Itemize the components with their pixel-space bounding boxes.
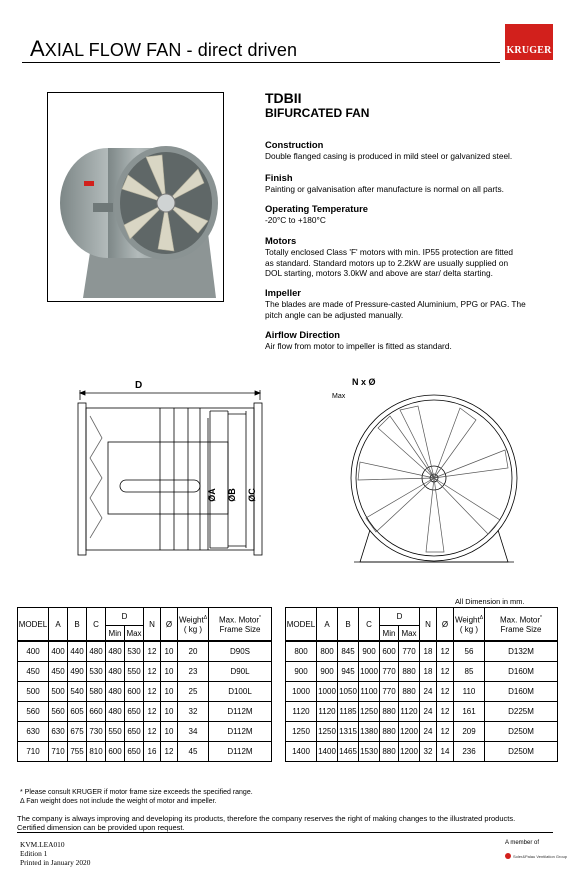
table-cell: 845 xyxy=(338,641,359,662)
front-view-drawing xyxy=(340,380,530,570)
header-d-max: Max xyxy=(399,626,420,642)
header-dia: Ø xyxy=(161,608,178,642)
table-cell: 660 xyxy=(87,702,106,722)
table-cell: 12 xyxy=(437,662,454,682)
table-cell: 10 xyxy=(161,662,178,682)
section-heading: Finish xyxy=(265,172,293,183)
table-cell: D112M xyxy=(209,742,272,762)
table-cell: 480 xyxy=(87,641,106,662)
table-cell: 18 xyxy=(420,662,437,682)
table-cell: 675 xyxy=(68,722,87,742)
table-cell: 45 xyxy=(178,742,209,762)
table-cell: 480 xyxy=(106,641,125,662)
table-cell: 10 xyxy=(161,682,178,702)
dimension-table-right xyxy=(285,607,558,762)
table-cell: 560 xyxy=(18,702,49,722)
header-d: D xyxy=(106,608,144,626)
table-cell: 530 xyxy=(87,662,106,682)
table-cell: 1200 xyxy=(399,742,420,762)
max-label: Max xyxy=(332,393,346,400)
table-cell: 800 xyxy=(286,641,317,662)
title-rule xyxy=(22,62,500,63)
bolt-holes-label: N x Ø xyxy=(352,377,376,387)
table-cell: 880 xyxy=(380,722,399,742)
dimension-d-label: D xyxy=(135,380,143,391)
header-model: MODEL xyxy=(286,608,317,642)
table-cell: 550 xyxy=(106,722,125,742)
table-cell: 440 xyxy=(68,641,87,662)
table-cell: 10 xyxy=(161,641,178,662)
member-label: A member of xyxy=(505,840,540,846)
table-row xyxy=(18,722,272,742)
table-cell: D90L xyxy=(209,662,272,682)
section-heading: Motors xyxy=(265,235,297,246)
table-cell: 450 xyxy=(49,662,68,682)
table-cell: 480 xyxy=(106,662,125,682)
table-cell: 650 xyxy=(125,742,144,762)
table-cell: 600 xyxy=(125,682,144,702)
table-cell: 1380 xyxy=(359,722,380,742)
header-d-min: Min xyxy=(106,626,125,642)
doc-printed: Printed in January 2020 xyxy=(20,858,91,867)
table-cell: D250M xyxy=(485,722,558,742)
table-body-right xyxy=(286,641,558,762)
table-cell: 32 xyxy=(420,742,437,762)
table-cell: 900 xyxy=(317,662,338,682)
table-cell: 12 xyxy=(144,702,161,722)
table-cell: 630 xyxy=(49,722,68,742)
certified-note: Certified dimension can be provided upon request. xyxy=(17,823,185,832)
table-cell: 800 xyxy=(317,641,338,662)
table-cell: 16 xyxy=(144,742,161,762)
table-cell: 770 xyxy=(399,641,420,662)
table-cell: 1000 xyxy=(359,662,380,682)
section-operating-temperature xyxy=(265,203,565,226)
table-row xyxy=(286,702,558,722)
table-cell: 14 xyxy=(437,742,454,762)
doc-edition: Edition 1 xyxy=(20,849,48,858)
table-cell: 650 xyxy=(125,722,144,742)
table-cell: 24 xyxy=(420,722,437,742)
table-cell: 480 xyxy=(106,682,125,702)
table-cell: 900 xyxy=(359,641,380,662)
table-cell: 480 xyxy=(106,702,125,722)
header-dia: Ø xyxy=(437,608,454,642)
table-cell: 400 xyxy=(18,641,49,662)
table-cell: 550 xyxy=(125,662,144,682)
dimension-a-label: ØA xyxy=(206,488,217,502)
model-name: TDBII xyxy=(265,90,302,106)
dimension-c-label: ØC xyxy=(246,488,257,502)
table-cell: 400 xyxy=(49,641,68,662)
table-cell: 630 xyxy=(18,722,49,742)
table-cell: 236 xyxy=(454,742,485,762)
table-cell: 770 xyxy=(380,682,399,702)
header-a: A xyxy=(317,608,338,642)
header-model: MODEL xyxy=(18,608,49,642)
footnote-motor: * Please consult KRUGER if motor frame size exceeds the specified range. xyxy=(20,789,253,796)
table-cell: 18 xyxy=(420,641,437,662)
table-cell: 560 xyxy=(49,702,68,722)
table-cell: 490 xyxy=(68,662,87,682)
table-cell: 1400 xyxy=(317,742,338,762)
table-cell: 1120 xyxy=(286,702,317,722)
header-a: A xyxy=(49,608,68,642)
header-n: N xyxy=(420,608,437,642)
table-cell: D132M xyxy=(485,641,558,662)
table-cell: 12 xyxy=(437,641,454,662)
table-cell: 85 xyxy=(454,662,485,682)
header-weight: Weight$^\Delta$ ( kg ) xyxy=(454,608,485,642)
table-cell: D160M xyxy=(485,662,558,682)
table-cell: 12 xyxy=(437,722,454,742)
table-row xyxy=(18,742,272,762)
header-weight: Weight$^\Delta$ ( kg ) xyxy=(178,608,209,642)
header-motor: Max. Motor* Frame Size xyxy=(209,608,272,642)
header-d-min: Min xyxy=(380,626,399,642)
table-cell: D112M xyxy=(209,702,272,722)
table-cell: 900 xyxy=(286,662,317,682)
table-cell: 1250 xyxy=(317,722,338,742)
table-cell: 32 xyxy=(178,702,209,722)
table-cell: 24 xyxy=(420,702,437,722)
table-cell: 1120 xyxy=(399,702,420,722)
section-body: Painting or galvanisation after manufacture is normal on all parts. xyxy=(265,184,504,194)
table-cell: 161 xyxy=(454,702,485,722)
header-c: C xyxy=(87,608,106,642)
table-cell: 880 xyxy=(399,662,420,682)
kruger-logo xyxy=(505,24,553,60)
table-cell: 1400 xyxy=(286,742,317,762)
table-cell: 770 xyxy=(380,662,399,682)
table-cell: 1000 xyxy=(317,682,338,702)
section-motors xyxy=(265,235,565,279)
doc-code: KVM.LEA010 xyxy=(20,840,65,849)
table-cell: 710 xyxy=(49,742,68,762)
table-cell: 25 xyxy=(178,682,209,702)
footer-rule xyxy=(17,832,553,833)
company-note: The company is always improving and developing its products, therefore the company reserves the right of making changes to the illustrated products. xyxy=(17,814,516,823)
table-cell: 600 xyxy=(106,742,125,762)
table-cell: D90S xyxy=(209,641,272,662)
dimension-table-left xyxy=(17,607,272,762)
table-cell: 209 xyxy=(454,722,485,742)
dimension-b-label: ØB xyxy=(226,488,237,502)
table-cell: 1050 xyxy=(338,682,359,702)
table-cell: 56 xyxy=(454,641,485,662)
table-cell: 1465 xyxy=(338,742,359,762)
table-body-left xyxy=(18,641,272,762)
table-cell: 600 xyxy=(380,641,399,662)
group-logo xyxy=(504,848,568,862)
table-cell: 710 xyxy=(18,742,49,762)
section-airflow-direction xyxy=(265,329,565,352)
table-cell: 1200 xyxy=(399,722,420,742)
section-construction xyxy=(265,139,565,162)
table-row xyxy=(18,662,272,682)
section-body: -20°C to +180°C xyxy=(265,215,326,225)
table-cell: 605 xyxy=(68,702,87,722)
table-row xyxy=(18,682,272,702)
table-cell: 12 xyxy=(437,682,454,702)
section-body: Totally enclosed Class 'F' motors with min. IP55 protection are fitted as standard. Standard motors up to 2.2kW are usually supplied on DOL starting, motors 3.0kW and above are star/ delta starting. xyxy=(265,247,514,278)
table-cell: 34 xyxy=(178,722,209,742)
table-row xyxy=(286,662,558,682)
section-finish xyxy=(265,172,565,195)
table-cell: D225M xyxy=(485,702,558,722)
header-b: B xyxy=(68,608,87,642)
table-cell: 110 xyxy=(454,682,485,702)
table-cell: D100L xyxy=(209,682,272,702)
svg-text:Soler&Palau Ventilation Group: Soler&Palau Ventilation Group xyxy=(513,854,568,859)
header-motor: Max. Motor* Frame Size xyxy=(485,608,558,642)
section-body: Air flow from motor to impeller is fitted as standard. xyxy=(265,341,452,351)
table-cell: 23 xyxy=(178,662,209,682)
table-row xyxy=(18,702,272,722)
section-body: Double flanged casing is produced in mild steel or galvanized steel. xyxy=(265,151,513,161)
header-b: B xyxy=(338,608,359,642)
table-cell: 1185 xyxy=(338,702,359,722)
brand-label: KRUGER xyxy=(506,45,552,56)
table-cell: 1250 xyxy=(286,722,317,742)
table-cell: 755 xyxy=(68,742,87,762)
table-cell: D160M xyxy=(485,682,558,702)
table-cell: 1120 xyxy=(317,702,338,722)
table-cell: 12 xyxy=(144,662,161,682)
section-impeller xyxy=(265,287,565,320)
section-body: The blades are made of Pressure-casted Aluminium, PPG or PAG. The pitch angle can be adjusted manually. xyxy=(265,299,526,320)
table-cell: 880 xyxy=(380,702,399,722)
table-cell: 880 xyxy=(399,682,420,702)
table-cell: 20 xyxy=(178,641,209,662)
header-d: D xyxy=(380,608,420,626)
unit-note: All Dimension in mm. xyxy=(455,597,525,606)
table-cell: 12 xyxy=(161,742,178,762)
table-row xyxy=(286,722,558,742)
table-cell: D250M xyxy=(485,742,558,762)
section-heading: Impeller xyxy=(265,287,301,298)
table-cell: 945 xyxy=(338,662,359,682)
table-row xyxy=(286,742,558,762)
header-n: N xyxy=(144,608,161,642)
table-cell: 1250 xyxy=(359,702,380,722)
table-cell: 880 xyxy=(380,742,399,762)
table-cell: 540 xyxy=(68,682,87,702)
fan-illustration xyxy=(48,93,223,301)
footnote-weight: Δ Fan weight does not include the weight of motor and impeller. xyxy=(20,798,217,805)
page-title: AXIAL FLOW FAN - direct driven xyxy=(30,36,298,61)
table-cell: 730 xyxy=(87,722,106,742)
header-c: C xyxy=(359,608,380,642)
table-cell: 12 xyxy=(144,722,161,742)
table-row xyxy=(18,641,272,662)
table-cell: 10 xyxy=(161,702,178,722)
section-heading: Construction xyxy=(265,139,324,150)
table-cell: 500 xyxy=(49,682,68,702)
table-cell: 1530 xyxy=(359,742,380,762)
table-row xyxy=(286,682,558,702)
table-cell: 12 xyxy=(144,682,161,702)
table-cell: 1315 xyxy=(338,722,359,742)
table-cell: 10 xyxy=(161,722,178,742)
table-cell: 500 xyxy=(18,682,49,702)
table-cell: 650 xyxy=(125,702,144,722)
table-cell: 810 xyxy=(87,742,106,762)
product-photo xyxy=(47,92,224,302)
table-cell: 530 xyxy=(125,641,144,662)
section-heading: Airflow Direction xyxy=(265,329,341,340)
table-cell: 450 xyxy=(18,662,49,682)
side-view-drawing xyxy=(60,378,280,578)
product-subtitle: BIFURCATED FAN xyxy=(265,106,370,120)
table-row xyxy=(286,641,558,662)
table-cell: 580 xyxy=(87,682,106,702)
table-cell: 24 xyxy=(420,682,437,702)
table-cell: 12 xyxy=(144,641,161,662)
table-cell: D112M xyxy=(209,722,272,742)
section-heading: Operating Temperature xyxy=(265,203,368,214)
table-cell: 1100 xyxy=(359,682,380,702)
header-d-max: Max xyxy=(125,626,144,642)
table-cell: 12 xyxy=(437,702,454,722)
table-cell: 1000 xyxy=(286,682,317,702)
